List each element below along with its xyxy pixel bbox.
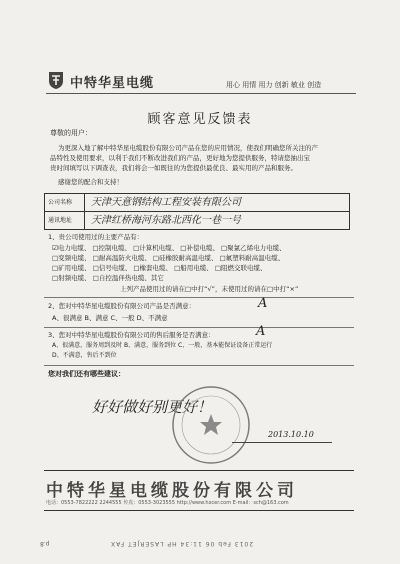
footer-company-name: 中特华星电缆股份有限公司 xyxy=(46,481,298,501)
company-info-table xyxy=(44,193,350,230)
fax-page-number: p.8 xyxy=(40,540,50,547)
footer-top-rule xyxy=(44,470,354,471)
q2-options[interactable]: A、很满意 B、满意 C、一般 D、不满意 xyxy=(52,314,168,322)
address-value[interactable]: 天津红桥海河东路北西化一巷一号 xyxy=(91,215,241,226)
footer-bottom-rule xyxy=(44,510,354,511)
q3-divider xyxy=(44,327,354,328)
thanks-line: 感谢您的配合和支持！ xyxy=(58,178,123,186)
intro-line-1: 为更深入地了解中特华星电缆股份有限公司产品在您的应用情况，使我们明确您所关注的产 xyxy=(58,144,318,152)
q4-divider xyxy=(44,365,354,366)
company-logo xyxy=(46,70,166,90)
form-title: 顾客意见反馈表 xyxy=(147,112,253,127)
q2-divider xyxy=(44,297,354,298)
q3-label: 3、您对中特华星电缆股份有限公司的售后服务是否满意： xyxy=(48,331,215,339)
q4-label: 您对我们还有哪些建议： xyxy=(48,370,125,378)
intro-line-3: 贵时间填写以下调查表，我们将会一如既往的为您提供最优良、最实用的产品和服务。 xyxy=(50,164,297,172)
q1-option-line-3[interactable]: □矿用电缆、 □信号电缆、 □橡套电缆、 □船用电缆、 □阻燃交联电缆、 xyxy=(52,264,267,272)
intro-line-2: 品特性及使用要求，以利于我们不断改进我们的产品，更好地为您提供服务，特请您抽出宝 xyxy=(50,154,310,162)
q1-note: 上列产品使用过的请在□中打“√”，未使用过的请在□中打“×” xyxy=(120,285,299,293)
signature-line xyxy=(232,442,332,443)
logo-text: 中特华星电缆 xyxy=(70,76,155,91)
q2-handwritten-answer[interactable]: A xyxy=(258,296,268,311)
q3-options-line-2[interactable]: D、不满意，售后不到位 xyxy=(52,352,117,359)
q3-options-line-1[interactable]: A、很满意，服务周到及时 B、满意，服务到位 C、一般，基本能保证设备正常运行 xyxy=(52,342,273,349)
q1-option-line-1[interactable]: ☑电力电缆、 □控制电缆、 □计算机电缆、 □补偿电缆、 □聚氯乙烯电力电缆、 xyxy=(52,244,286,252)
q2-label: 2、您对中特华星电缆股份有限公司产品是否满意： xyxy=(48,302,196,310)
q1-option-line-2[interactable]: □变频电缆、 □耐高温防火电缆、 □硅橡胶耐高温电缆、 □氟塑料耐高温电缆、 xyxy=(52,254,285,262)
q3-handwritten-answer[interactable]: A xyxy=(256,324,266,339)
header-rule xyxy=(46,93,356,94)
footer-contact: 电话：0553-7822222 2244555 传真：0553-3023555 http://www.hxcer.com E-mail：sch@163.com xyxy=(46,500,289,506)
seal-icon xyxy=(170,384,252,466)
company-seal-stamp xyxy=(170,384,252,466)
greeting: 尊敬的用户： xyxy=(50,129,92,137)
company-name-row xyxy=(45,194,349,212)
q1-label: 1、贵公司使用过的主要产品有： xyxy=(48,233,144,241)
company-name-value[interactable]: 天津天意钢结构工程安装有限公司 xyxy=(91,197,241,208)
shield-logo-icon xyxy=(46,70,66,90)
company-slogan: 用心 用情 用力 创新 敏业 创造 xyxy=(226,81,322,89)
company-name-label: 公司名称 xyxy=(45,194,85,211)
fax-header-text: 2013 Feb 06 11:34 HP LASERJET FAX xyxy=(110,540,254,547)
suggestion-handwritten[interactable]: 好好做好别更好！ xyxy=(92,398,213,416)
address-row xyxy=(45,212,349,229)
q1-option-line-4[interactable]: □射频电缆、 □自控温伴热电缆、其它 xyxy=(52,274,164,282)
address-label: 通讯地址 xyxy=(45,212,85,229)
signed-date[interactable]: 2013.10.10 xyxy=(268,430,314,439)
